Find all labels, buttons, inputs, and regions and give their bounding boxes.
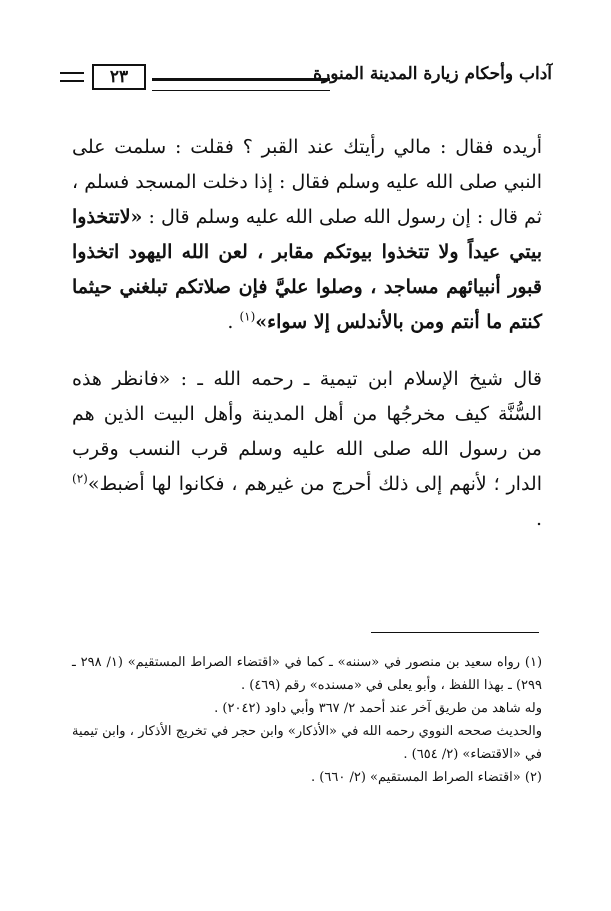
- footnote-ref-2: (٢): [72, 471, 88, 486]
- footnotes: [72, 651, 542, 789]
- footnote-divider: [371, 632, 539, 633]
- paragraph-1: [72, 130, 542, 340]
- header-dash: [60, 72, 84, 82]
- main-text: [72, 130, 542, 537]
- paragraph-2-text: قال شيخ الإسلام ابن تيمية ـ رحمه الله ـ : «فانظر هذه السُّنَّة كيف مخرجُها من أهل المدينة وأهل البيت الذين هم من رسول الله صلى الله عليه وسلم قرب النسب وقرب الدار ؛ لأنهم إلى ذلك أحرج من غيرهم ، فكانوا لها أضبط»: [72, 368, 542, 495]
- paragraph-1-intro: أريده فقال : مالي رأيتك عند القبر ؟ فقلت : سلمت على النبي صلى الله عليه وسلم فقال : إذا دخلت المسجد فسلم ، ثم قال : إن رسول الله صلى الله عليه وسلم قال :: [72, 136, 542, 228]
- page-header: [60, 58, 552, 100]
- paragraph-1-end: .: [227, 311, 240, 333]
- footnote-1-witness: وله شاهد من طريق آخر عند أحمد ٢/ ٣٦٧ وأبي داود (٢٠٤٢) .: [214, 701, 542, 716]
- footnote-1: (١) رواه سعيد بن منصور في «سننه» ـ كما في «اقتضاء الصراط المستقيم» (١/ ٢٩٨ ـ ٢٩٩) ـ بهذا اللفظ ، وأبو يعلى في «مسنده» رقم (٤٦٩) .: [72, 655, 543, 693]
- footnote-ref-1: (١): [239, 309, 256, 324]
- footnote-2: (٢) «اقتضاء الصراط المستقيم» (٢/ ٦٦٠) .: [311, 770, 542, 785]
- footnote-1-grading: والحديث صححه النووي رحمه الله في «الأذكار» وابن حجر في تخريج الأذكار ، وابن تيمية في «الاقتضاء» (٢/ ٦٥٤) .: [72, 724, 542, 762]
- running-title: آداب وأحكام زيارة المدينة المنورة: [313, 64, 552, 84]
- hadith-quote: «لاتتخذوا بيتي عيداً ولا تتخذوا بيوتكم مقابر ، لعن الله اليهود اتخذوا قبور أنبيائهم مساجد ، وصلوا عليَّ فإن صلاتكم تبلغني حيثما كنتم ما أنتم ومن بالأندلس إلا سواء»: [72, 206, 542, 333]
- header-rule: [152, 78, 330, 91]
- paragraph-2: [72, 362, 542, 537]
- page-number: ٢٣: [92, 64, 146, 90]
- paragraph-2-end: .: [535, 508, 542, 530]
